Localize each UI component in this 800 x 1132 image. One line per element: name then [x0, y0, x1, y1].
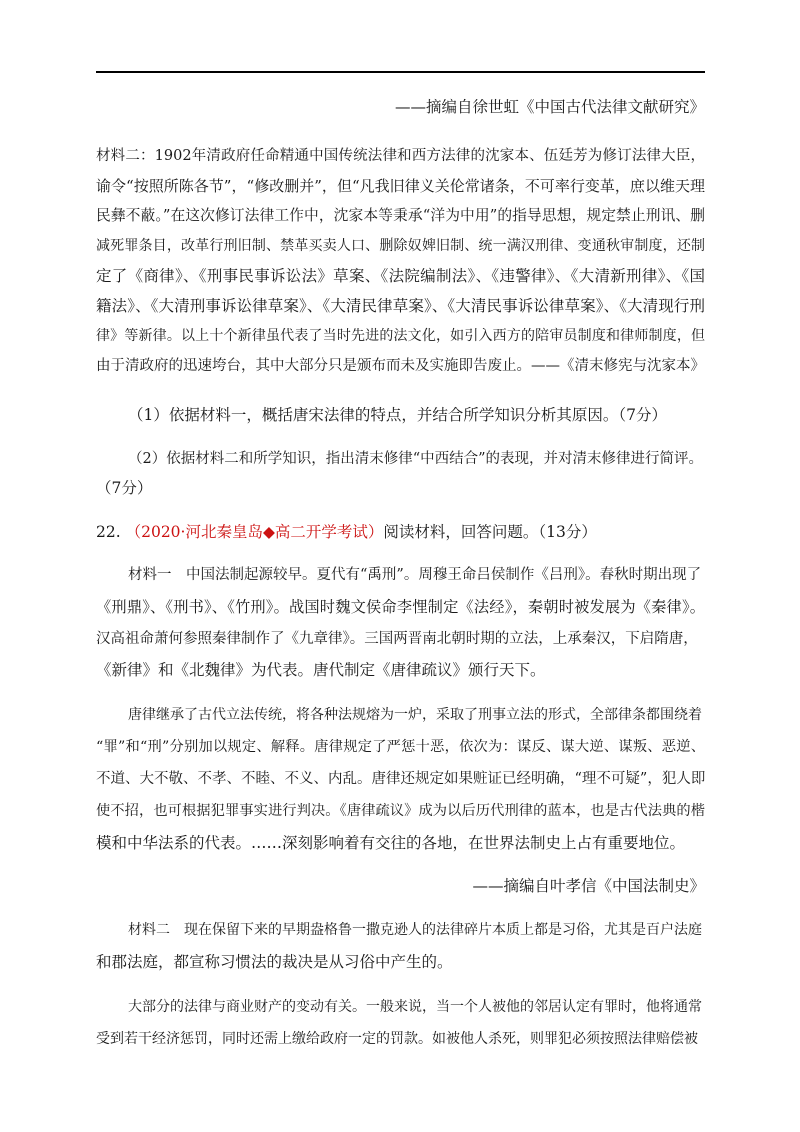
- header-rule: [96, 71, 705, 73]
- tang-law-line-5: 模和中华法系的代表。……深刻影响着有交往的各地，在世界法制史上占有重要地位。: [96, 834, 686, 852]
- question-1: （1）依据材料一，概括唐宋法律的特点，并结合所学知识分析其原因。（7分）: [128, 406, 667, 424]
- question-number: 22.: [96, 523, 121, 541]
- question-source-tag: （2020·河北秦皇岛◆高二开学考试）: [125, 523, 384, 541]
- question-2-line-2: （7分）: [96, 479, 153, 497]
- material1-line-4: 《新律》和《北魏律》为代表。唐代制定《唐律疏议》颁行天下。: [96, 661, 546, 679]
- question-22-header: [96, 522, 705, 542]
- material2-line-5: 定了《商律》、《刑事民事诉讼法》草案、《法院编制法》、《违警律》、《大清新刑律》、《国: [96, 267, 705, 285]
- source-citation-1: ——摘编自徐世虹《中国古代法律文献研究》: [394, 98, 705, 116]
- tang-law-line-3: 不道、大不敬、不孝、不睦、不义、内乱。唐律还规定如果赃证已经明确，“理不可疑”，犯人即: [96, 771, 706, 787]
- material2-line-8: 由于清政府的迅速垮台，其中大部分只是颁布而未及实施即告废止。——《清末修宪与沈家本》: [96, 358, 705, 374]
- tang-law-line-1: 唐律继承了古代立法传统，将各种法规熔为一炉，采取了刑事立法的形式，全部律条都围绕着: [128, 707, 702, 723]
- property-line-2: 受到若干经济惩罚，同时还需上缴给政府一定的罚款。如被他人杀死，则罪犯必须按照法律赔偿被: [96, 1031, 698, 1047]
- material1-line-1: 材料一 中国法制起源较早。夏代有“禹刑”。周穆王命吕侯制作《吕刑》。春秋时期出现了: [128, 567, 702, 583]
- material2-line-1: 材料二：1902年清政府任命精通中国传统法律和西方法律的沈家本、伍廷芳为修订法律大臣，: [96, 148, 705, 164]
- material2-line-6: 籍法》、《大清刑事诉讼律草案》、《大清民律草案》、《大清民事诉讼律草案》、《大清现行刑: [96, 297, 705, 315]
- material2-line-2: 谕令“按照所陈各节”，“修改删并”，但“凡我旧律义关伦常诸条，不可率行变革，庶以维天理: [96, 177, 705, 195]
- source-citation-2: ——摘编自叶孝信《中国法制史》: [472, 877, 705, 895]
- question-prompt: 阅读材料，回答问题。（13分）: [383, 523, 597, 541]
- material2b-line-2: 和郡法庭，都宣称习惯法的裁决是从习俗中产生的。: [96, 953, 453, 971]
- material1-line-2: 《刑鼎》、《刑书》、《竹刑》。战国时魏文侯命李悝制定《法经》，秦朝时被发展为《秦律》。: [96, 598, 705, 616]
- tang-law-line-4: 使不招，也可根据犯罪事实进行判决。《唐律疏议》成为以后历代刑律的蓝本，也是古代法典的楷: [96, 803, 705, 819]
- property-line-1: 大部分的法律与商业财产的变动有关。一般来说，当一个人被他的邻居认定有罪时，他将通常: [128, 999, 702, 1015]
- material2b-line-1: 材料二 现在保留下来的早期盎格鲁一撒克逊人的法律碎片本质上都是习俗，尤其是百户法庭: [128, 922, 702, 938]
- question-2-line-1: （2）依据材料二和所学知识，指出清末修律“中西结合”的表现，并对清末修律进行简评。: [128, 451, 704, 467]
- material2-line-3: 民彝不蔽。”在这次修订法律工作中，沈家本等秉承“洋为中用”的指导思想，规定禁止刑讯、删: [96, 207, 705, 224]
- material2-line-7: 律》等新律。以上十个新律虽代表了当时先进的法文化，如引入西方的陪审员制度和律师制度，但: [96, 328, 705, 344]
- tang-law-line-2: “罪”和“刑”分别加以规定、解释。唐律规定了严惩十恶，依次为：谋反、谋大逆、谋叛、恶逆、: [96, 739, 705, 755]
- material1-line-3: 汉高祖命萧何参照秦律制作了《九章律》。三国两晋南北朝时期的立法，上承秦汉，下启隋唐，: [96, 631, 698, 647]
- material2-line-4: 减死罪条目，改革行刑旧制、禁革买卖人口、删除奴婢旧制、统一满汉刑律、变通秋审制度，还制: [96, 238, 705, 254]
